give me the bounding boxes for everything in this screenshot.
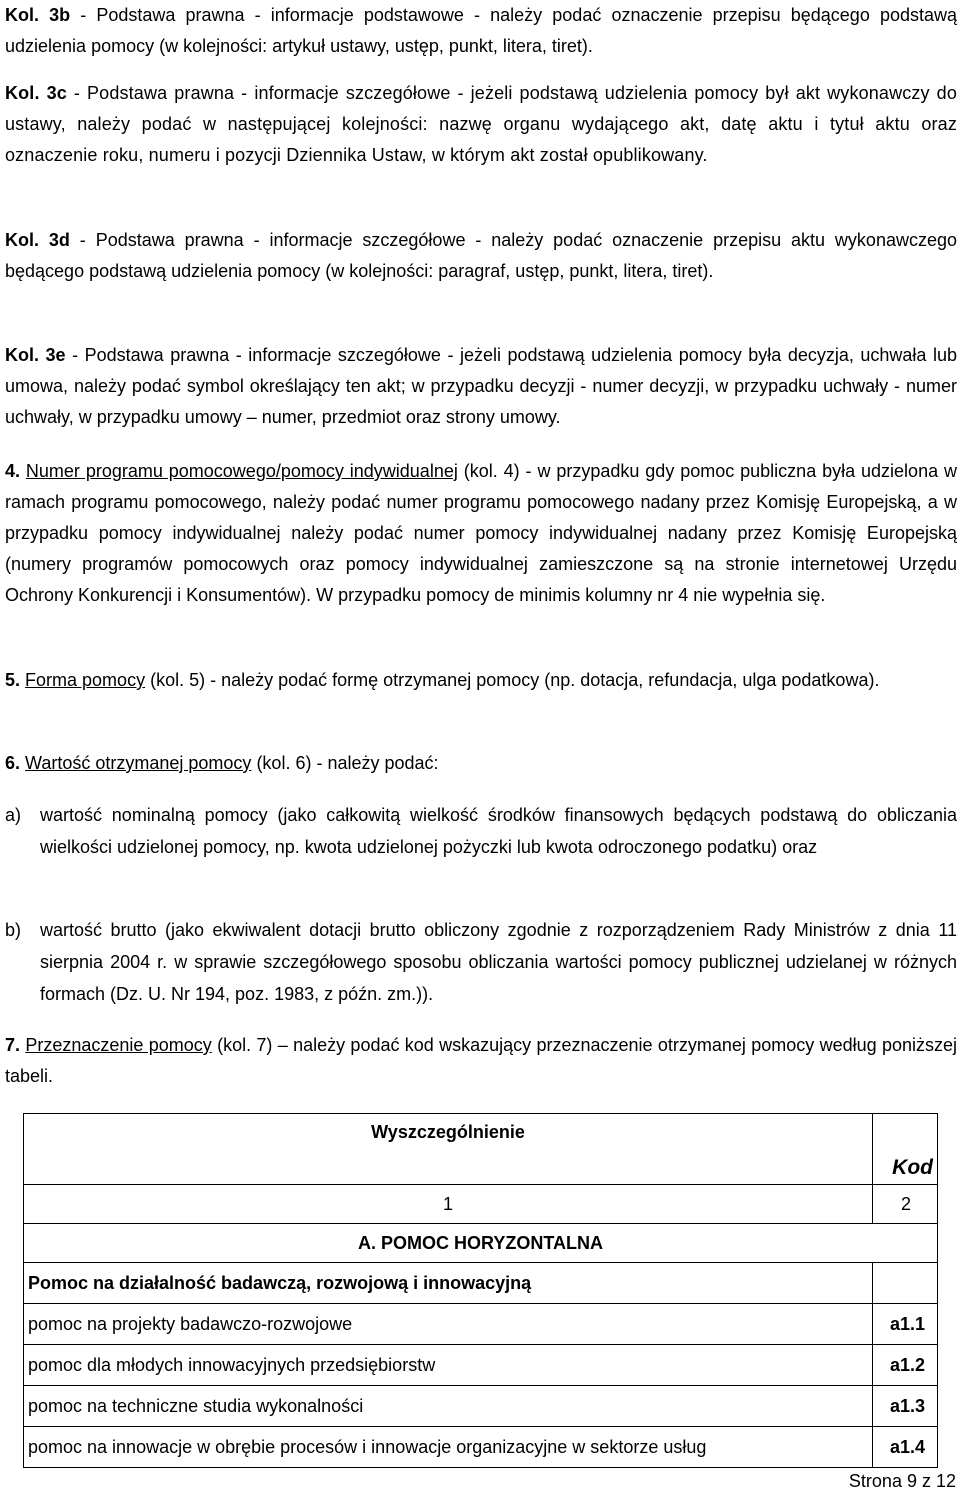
paragraph-kol-3e [5, 340, 957, 433]
column-label: Kol. 3c [5, 83, 67, 103]
column-number-1: 1 [24, 1185, 873, 1224]
section-heading: A. POMOC HORYZONTALNA [24, 1224, 938, 1263]
section-text: (kol. 6) - należy podać: [251, 753, 439, 773]
row-description: pomoc na innowacje w obrębie procesów i innowacje organizacyjne w sektorze usług [24, 1427, 873, 1468]
table-row [24, 1427, 938, 1468]
table-row [24, 1345, 938, 1386]
section-title: Przeznaczenie pomocy [25, 1035, 212, 1055]
column-label: Kol. 3d [5, 230, 70, 250]
row-code: a1.2 [873, 1345, 938, 1386]
section-number: 4. [5, 461, 21, 481]
table-group-row [24, 1263, 938, 1304]
column-number-2: 2 [873, 1185, 938, 1224]
row-description: pomoc na projekty badawczo-rozwojowe [24, 1304, 873, 1345]
section-title: Forma pomocy [25, 670, 146, 690]
section-6 [5, 748, 957, 779]
section-7 [5, 1030, 957, 1092]
paragraph-text: - Podstawa prawna - informacje szczegółowe - należy podać oznaczenie przepisu aktu wykonawczego będącego podstawą udzielenia pomocy (w kolejności: paragraf, ustęp, punkt, litera, tiret). [5, 230, 957, 281]
header-description: Wyszczególnienie [24, 1114, 873, 1185]
paragraph-kol-3c [5, 78, 957, 171]
section-title: Wartość otrzymanej pomocy [25, 753, 252, 773]
section-text: (kol. 7) – należy podać kod wskazujący przeznaczenie otrzymanej pomocy według poniższej tabeli. [5, 1035, 957, 1086]
list-item-b [5, 914, 957, 1010]
row-code: a1.4 [873, 1427, 938, 1468]
column-number-row [24, 1185, 938, 1224]
row-code: a1.3 [873, 1386, 938, 1427]
section-number: 7. [5, 1035, 21, 1055]
section-text: (kol. 4) - w przypadku gdy pomoc publiczna była udzielona w ramach programu pomocowego, należy podać numer programu pomocowego nadany przez Komisję Europejską, a w przypadku pomocy indywidualnej należy podać numer pomocy indywidualnej nadany przez Komisję Europejską (numery programów pomocowych oraz pomocy indywidualnej zamieszczone są na stronie internetowej Urzędu Ochrony Konkurencji i Konsumentów). W przypadku pomocy de minimis kolumny nr 4 nie wypełnia się. [5, 461, 957, 605]
table-section-row [24, 1224, 938, 1263]
section-number: 5. [5, 670, 21, 690]
table-header-row [24, 1114, 938, 1185]
group-heading: Pomoc na działalność badawczą, rozwojową i innowacyjną [24, 1263, 873, 1304]
column-label: Kol. 3e [5, 345, 66, 365]
table-row [24, 1386, 938, 1427]
header-code: Kod [873, 1114, 938, 1185]
list-item-a [5, 799, 957, 863]
row-description: pomoc na techniczne studia wykonalności [24, 1386, 873, 1427]
list-item-text: wartość nominalną pomocy (jako całkowitą wielkość środków finansowych będących podstawą do obliczania wielkości udzielonej pomocy, np. kwota udzielonej pożyczki lub kwota odroczonego podatku) oraz [40, 805, 957, 857]
column-label: Kol. 3b [5, 5, 71, 25]
list-marker: a) [5, 805, 22, 825]
table-row [24, 1304, 938, 1345]
list-marker: b) [5, 920, 22, 940]
paragraph-text: - Podstawa prawna - informacje szczegółowe - jeżeli podstawą udzielenia pomocy była decyzja, uchwała lub umowa, należy podać symbol określający ten akt; w przypadku decyzji - numer decyzji, w przypadku uchwały - numer uchwały, w przypadku umowy – numer, przedmiot oraz strony umowy. [5, 345, 957, 427]
row-code: a1.1 [873, 1304, 938, 1345]
purpose-code-table [23, 1113, 938, 1468]
section-number: 6. [5, 753, 21, 773]
section-4 [5, 456, 957, 611]
row-description: pomoc dla młodych innowacyjnych przedsiębiorstw [24, 1345, 873, 1386]
page-number: Strona 9 z 12 [848, 1471, 956, 1491]
group-code-empty [873, 1263, 938, 1304]
list-item-text: wartość brutto (jako ekwiwalent dotacji brutto obliczony zgodnie z rozporządzeniem Rady Ministrów z dnia 11 sierpnia 2004 r. w sprawie szczegółowego sposobu obliczania wartości pomocy publicznej udzielanej w różnych formach (Dz. U. Nr 194, poz. 1983, z późn. zm.)). [40, 920, 957, 1004]
paragraph-kol-3b [5, 0, 957, 62]
paragraph-text: - Podstawa prawna - informacje podstawowe - należy podać oznaczenie przepisu będącego podstawą udzielenia pomocy (w kolejności: artykuł ustawy, ustęp, punkt, litera, tiret). [5, 5, 957, 56]
section-text: (kol. 5) - należy podać formę otrzymanej pomocy (np. dotacja, refundacja, ulga podatkowa). [145, 670, 880, 690]
section-title: Numer programu pomocowego/pomocy indywidualnej [25, 461, 458, 481]
paragraph-kol-3d [5, 225, 957, 287]
paragraph-text: - Podstawa prawna - informacje szczegółowe - jeżeli podstawą udzielenia pomocy był akt wykonawczy do ustawy, należy podać w następującej kolejności: nazwę organu wydającego akt, datę aktu i tytuł aktu oraz oznaczenie roku, numeru i pozycji Dziennika Ustaw, w którym akt został opublikowany. [5, 83, 957, 165]
section-5 [5, 665, 957, 696]
